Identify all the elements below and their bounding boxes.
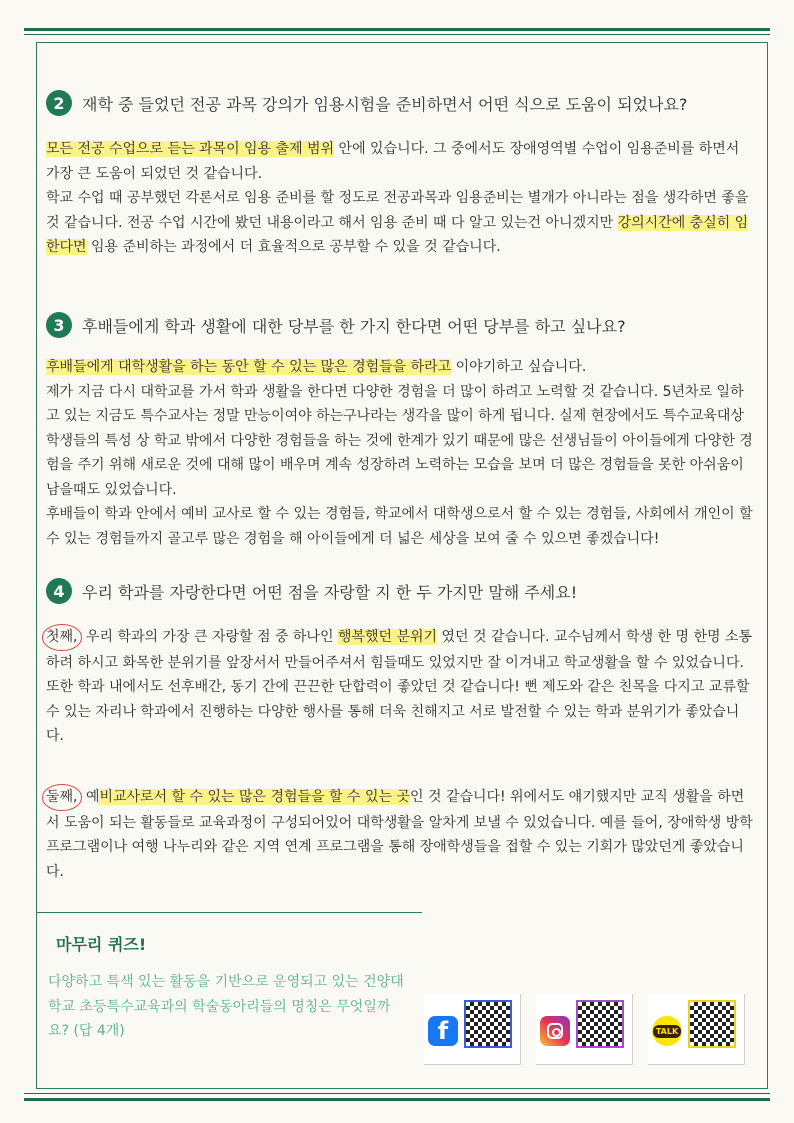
qr-code[interactable] xyxy=(688,1000,736,1048)
kakaotalk-icon xyxy=(652,1016,682,1046)
answer-text: 이야기하고 싶습니다. xyxy=(451,359,587,375)
bottom-rule-thin xyxy=(24,1093,770,1094)
bottom-rule xyxy=(24,1098,770,1101)
highlight: 후배들에게 대학생활을 하는 동안 할 수 있는 많은 경험들을 하라고 xyxy=(46,359,452,375)
question-number-badge: 4 xyxy=(46,578,72,604)
kakaotalk-label: TALK xyxy=(653,1025,681,1038)
question-number-badge: 2 xyxy=(46,90,72,116)
answer-text: 안에 있습니다. 그 중에서도 장애영역별 수업이 임용준비를 하면서 가장 큰 도움이 되었던 것 같습니다. xyxy=(46,141,740,182)
answer-text: 후배들이 학과 안에서 예비 교사로 할 수 있는 경험들, 학교에서 대학생으로서 할 수 있는 경험들, 사회에서 개인이 할 수 있는 경험들까지 골고루 많은 경험을 해 아이들에게 더 넓은 세상을 보여 줄 수 있으면 좋겠습니다! xyxy=(46,506,753,547)
quiz-title: 마무리 퀴즈! xyxy=(56,935,147,954)
answer-text: 였던 것 같습니다. 교수님께서 학생 한 명 한명 소통하려 하시고 화목한 분위기를 앞장서서 만들어주셔서 힘들때도 있었지만 잘 이겨내고 학교생활을 할 수 있었습니다. 또한 학과 내에서도 선후배간, 동기 간에 끈끈한 단합력이 좋았던 것 같습니다! 뻔 제도와 같은 친목을 다지고 교류할 수 있는 자리나 학과에서 진행하는 다양한 행사를 통해 더욱 친해지고 서로 발전할 수 있는 학과 분위기가 좋았습니다. xyxy=(46,629,753,744)
qr-code[interactable] xyxy=(576,1000,624,1048)
highlight: 강의시간에 충실히 임한다면 xyxy=(46,214,749,255)
top-rule xyxy=(24,28,770,31)
question-text: 재학 중 들었던 전공 과목 강의가 임용시험을 준비하면서 어떤 식으로 도움이 되었나요? xyxy=(82,94,688,114)
answer-3 xyxy=(46,355,754,551)
quiz-body: 다양하고 특색 있는 활동을 기반으로 운영되고 있는 건양대학교 초등특수교육과의 학술동아리들의 명칭은 무엇일까요? (답 4개) xyxy=(48,974,404,1039)
quiz-divider xyxy=(36,912,422,913)
highlight: 비교사로서 할 수 있는 많은 경험들을 할 수 있는 곳 xyxy=(99,789,411,805)
instagram-icon xyxy=(540,1016,570,1046)
answer-2 xyxy=(46,137,754,260)
top-rule-thin xyxy=(24,34,770,35)
answer-text: 학교 수업 때 공부했던 각론서로 임용 준비를 할 정도로 전공과목과 임용준비는 별개가 아니라는 점을 생각하면 좋을 것 같습니다. 전공 수업 시간에 봤던 내용이라고 해서 임용 준비 때 다 알고 있는건 아니겠지만 xyxy=(46,190,749,231)
answer-text: 제가 지금 다시 대학교를 가서 학과 생활을 한다면 다양한 경험을 더 많이 하려고 노력할 것 같습니다. 5년차로 일하고 있는 지금도 특수교사는 정말 만능이여야 하는구나라는 생각을 많이 하게 됩니다. 실제 현장에서도 특수교육대상학생들의 특성 상 학교 밖에서 다양한 경험들을 하는 것에 한계가 있기 때문에 많은 선생님들이 아이들에게 다양한 경험을 주기 위해 새로운 것에 대해 많이 배우며 계속 성장하려 노력하는 모습을 보며 더 많은 경험들을 못한 아쉬움이 남을때도 있었습니다. xyxy=(46,383,753,498)
question-4 xyxy=(46,578,577,604)
answer-4 xyxy=(46,624,754,749)
answer-text: 우리 학과의 가장 큰 자랑할 점 중 하나인 xyxy=(81,629,338,645)
question-text: 우리 학과를 자랑한다면 어떤 점을 자랑할 지 한 두 가지만 말해 주세요! xyxy=(82,582,578,602)
instagram-qr-card[interactable] xyxy=(536,994,633,1065)
facebook-qr-card[interactable] xyxy=(424,994,521,1065)
circled-label: 둘째, xyxy=(42,784,82,811)
answer-text: 임용 준비하는 과정에서 더 효율적으로 공부할 수 있을 것 같습니다. xyxy=(86,239,501,255)
question-3 xyxy=(46,312,626,338)
answer-text: 인 것 같습니다! 위에서도 얘기했지만 교직 생활을 하면서 도움이 되는 활동들로 교육과정이 구성되어있어 대학생활을 알차게 보낼 수 있었습니다. 예를 들어, 장애학생 방학프로그램이나 여행 나누리와 같은 지역 연계 프로그램을 통해 장애학생들을 접할 수 있는 기회가 많았던게 좋았습니다. xyxy=(46,789,753,880)
question-text: 후배들에게 학과 생활에 대한 당부를 한 가지 한다면 어떤 당부를 하고 싶나요? xyxy=(82,316,626,336)
qr-code[interactable] xyxy=(464,1000,512,1048)
kakaotalk-qr-card[interactable] xyxy=(648,994,745,1065)
circled-label: 첫째, xyxy=(42,624,82,651)
question-2 xyxy=(46,90,687,116)
facebook-icon: f xyxy=(428,1016,458,1046)
question-number-badge: 3 xyxy=(46,312,72,338)
answer-4b xyxy=(46,784,754,884)
highlight: 행복했던 분위기 xyxy=(337,629,438,645)
answer-text: 예 xyxy=(81,789,100,805)
highlight: 모든 전공 수업으로 듣는 과목이 임용 출제 범위 xyxy=(46,141,335,157)
